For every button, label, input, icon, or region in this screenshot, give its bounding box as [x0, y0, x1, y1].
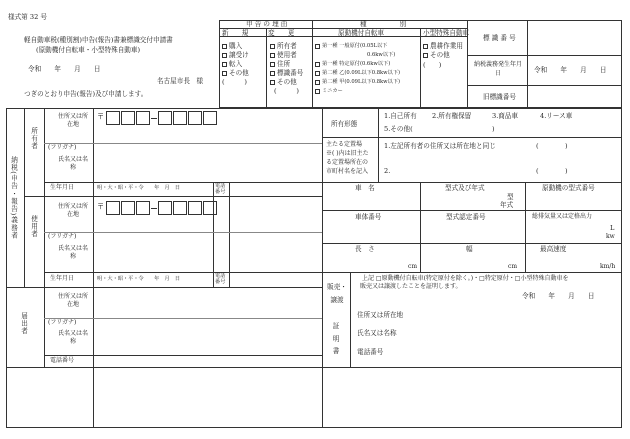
transfer-name-label: 氏名又は名称: [357, 329, 397, 337]
transfer-cert-label: 証明書: [332, 322, 340, 356]
transfer-label: 販売・譲渡: [327, 283, 347, 304]
user-postal-box-4[interactable]: [158, 201, 172, 215]
reason-movein-checkbox[interactable]: [222, 62, 227, 67]
moped-class2a-label: 第二種 甲(0.09L以下0.8kw以下): [322, 79, 401, 85]
user-postal-box-3[interactable]: [136, 201, 150, 215]
reason-transfer-checkbox[interactable]: [222, 53, 227, 58]
moped-header: 原動機付自転車: [338, 29, 385, 37]
notifier-address-label: 住所又は所在地: [57, 293, 88, 308]
user-postal-box-7[interactable]: [203, 201, 217, 215]
change-address-label: 住所: [277, 60, 291, 68]
max-speed-label: 最高速度: [540, 245, 567, 253]
storage-label-1: 主たる定置場: [326, 141, 363, 148]
change-plate-label: 標識番号: [277, 69, 304, 77]
date-field[interactable]: 令和 年 月 日: [28, 65, 101, 73]
storage-opt2-paren[interactable]: ( ): [536, 167, 568, 175]
minicar-label: ミニカー: [322, 88, 343, 94]
owner-postal-box-4[interactable]: [158, 111, 172, 125]
reason-new-header: 新 規: [222, 29, 249, 37]
owner-birth-eras[interactable]: 明・大・昭・平・令 年 月 日: [97, 185, 181, 191]
length-label: 長 さ: [355, 245, 375, 253]
transfer-date[interactable]: 令和 年 月 日: [522, 292, 595, 300]
model-label: 型: [507, 193, 514, 201]
declaration: つぎのとおり申告(報告)及び申請します。: [24, 90, 148, 98]
user-postal-mark: 〒: [97, 202, 105, 211]
notifier-name-label: 氏名又は名称: [57, 330, 88, 345]
ownership-opt5[interactable]: 5.その他(: [384, 125, 413, 133]
form-number: 様式第 32 号: [8, 13, 47, 21]
width-label: 幅: [466, 245, 473, 253]
storage-label-4: 市町村名を記入: [326, 168, 369, 175]
change-plate-checkbox[interactable]: [270, 71, 275, 76]
reason-other-paren[interactable]: ( ): [222, 78, 247, 86]
ownership-opt3[interactable]: 3.商品車: [492, 112, 519, 120]
owner-name-label: 氏名又は名称: [57, 156, 88, 171]
change-other-label: その他: [277, 78, 297, 86]
year-label: 年式: [500, 201, 514, 209]
change-owner-label: 所有者: [277, 42, 297, 50]
transfer-text-2: 販売又は譲渡したことを証明します。: [360, 283, 462, 290]
change-user-checkbox[interactable]: [270, 53, 275, 58]
user-phone-label: 電話番号: [215, 273, 226, 286]
addressee: 名古屋市長 様: [157, 77, 204, 85]
change-owner-checkbox[interactable]: [270, 44, 275, 49]
reason-purchase-checkbox[interactable]: [222, 44, 227, 49]
length-unit: cm: [408, 263, 418, 270]
owner-address-label: 住所又は所在地: [57, 113, 88, 128]
owner-postal-mark: 〒: [97, 112, 105, 121]
owner-postal-box-2[interactable]: [121, 111, 135, 125]
displacement-unit-kw: kw: [606, 233, 615, 240]
notifier-phone-label: 電話番号: [50, 357, 75, 364]
notifier-label: 届出者: [19, 312, 28, 335]
reason-other-label: その他: [229, 69, 249, 77]
reason-change-header: 変 更: [268, 29, 295, 37]
main-frame: [6, 108, 622, 428]
moped-specific-label: 第一種 特定原付(0.6kw以下): [322, 61, 391, 67]
reason-transfer-label: 譲受け: [229, 51, 249, 59]
small-other-paren[interactable]: ( ): [423, 61, 442, 69]
storage-opt1[interactable]: 1.左記所有者の住所又は所在地と同じ: [384, 142, 496, 150]
minicar-checkbox[interactable]: [315, 89, 320, 94]
transfer-phone-label: 電話番号: [357, 348, 384, 356]
owner-postal-box-1[interactable]: [106, 111, 120, 125]
change-other-checkbox[interactable]: [270, 80, 275, 85]
form-subtitle: (原動機付自転車・小型特殊自動車): [36, 46, 141, 54]
reason-purchase-label: 購入: [229, 42, 243, 50]
owner-postal-box-6[interactable]: [188, 111, 202, 125]
user-postal-box-2[interactable]: [121, 201, 135, 215]
ownership-close: ): [492, 125, 495, 133]
displacement-label: 総排気量又は定格出力: [532, 213, 593, 220]
ownership-opt4[interactable]: 4.リース車: [540, 112, 573, 120]
owner-label: 所有者: [29, 127, 38, 150]
notifier-kana-label: (フリガナ): [48, 319, 77, 326]
plate-number-label: 標 識 番 号: [483, 34, 516, 42]
storage-label-2: ※( )内は旧主た: [326, 150, 369, 157]
transfer-text-1: 上記 □原動機付自転車(特定原付を除く。)・□特定原付・□小型特殊自動車を: [362, 275, 569, 282]
moped-general-checkbox[interactable]: [315, 44, 320, 49]
transfer-address-label: 住所又は所在地: [357, 311, 404, 319]
change-user-label: 使用者: [277, 51, 297, 59]
moped-class2b-label: 第二種 乙(0.09L以下0.8kw以下): [322, 70, 401, 76]
user-kana-label: (フリガナ): [48, 233, 77, 240]
user-label: 使用者: [29, 215, 38, 238]
reason-other-checkbox[interactable]: [222, 71, 227, 76]
small-other-label: その他: [430, 51, 450, 59]
reason-header: 申 告 の 理 由: [246, 20, 288, 28]
ownership-opt2[interactable]: 2.所有権保留: [432, 112, 472, 120]
body-number-label: 車体番号: [355, 213, 382, 221]
ownership-opt1[interactable]: 1.自己所有: [384, 112, 417, 120]
small-farm-checkbox[interactable]: [423, 44, 428, 49]
user-birth-eras[interactable]: 明・大・昭・平・令 年 月 日: [97, 276, 181, 282]
reason-movein-label: 転入: [229, 60, 243, 68]
small-farm-label: 農耕作業用: [430, 42, 463, 50]
tax-start-date[interactable]: 令和 年 月 日: [534, 66, 607, 74]
owner-postal-box-7[interactable]: [203, 111, 217, 125]
user-name-label: 氏名又は名称: [57, 245, 88, 260]
width-unit: cm: [508, 263, 518, 270]
moped-class2b-checkbox[interactable]: [315, 71, 320, 76]
storage-opt2[interactable]: 2.: [384, 167, 391, 175]
cert-number-label: 型式認定番号: [446, 213, 486, 221]
old-plate-label: 旧標識番号: [483, 93, 516, 101]
owner-kana-label: (フリガナ): [48, 144, 77, 151]
change-address-checkbox[interactable]: [270, 62, 275, 67]
storage-opt1-paren[interactable]: ( ): [536, 142, 568, 150]
engine-model-label: 原動機の型式番号: [542, 184, 595, 192]
user-birth-label: 生年月日: [50, 275, 75, 282]
small-other-checkbox[interactable]: [423, 53, 428, 58]
form-title: 軽自動車税(種別割)申告(報告)書兼標識交付申請書: [24, 36, 173, 44]
owner-postal-box-3[interactable]: [136, 111, 150, 125]
taxpayer-label: 納税(申告・報告)義務者: [9, 156, 18, 240]
car-name-label: 車 名: [355, 184, 375, 192]
ownership-label: 所有形態: [331, 120, 358, 128]
speed-unit: km/h: [600, 263, 616, 270]
tax-start-label: 納税義務発生年月日: [473, 61, 522, 77]
small-special-header: 小型特殊自動車: [423, 29, 470, 37]
user-address-label: 住所又は所在地: [57, 203, 88, 218]
moped-general-label2: 0.6kw以下): [367, 52, 396, 58]
moped-class2a-checkbox[interactable]: [315, 80, 320, 85]
storage-label-3: る定置場所在の: [326, 159, 369, 166]
owner-phone-label: 電話番号: [215, 183, 226, 196]
owner-postal-box-5[interactable]: [173, 111, 187, 125]
change-other-paren[interactable]: ( ): [274, 87, 299, 95]
type-header: 種 別: [360, 20, 407, 28]
moped-general-label: 第一種 一般原付(0.05L以下: [322, 43, 388, 49]
user-postal-box-6[interactable]: [188, 201, 202, 215]
model-year-label: 型式及び年式: [445, 184, 485, 192]
displacement-unit-l: L: [610, 224, 615, 232]
user-postal-box-5[interactable]: [173, 201, 187, 215]
moped-specific-checkbox[interactable]: [315, 62, 320, 67]
owner-birth-label: 生年月日: [50, 184, 75, 191]
user-postal-box-1[interactable]: [106, 201, 120, 215]
